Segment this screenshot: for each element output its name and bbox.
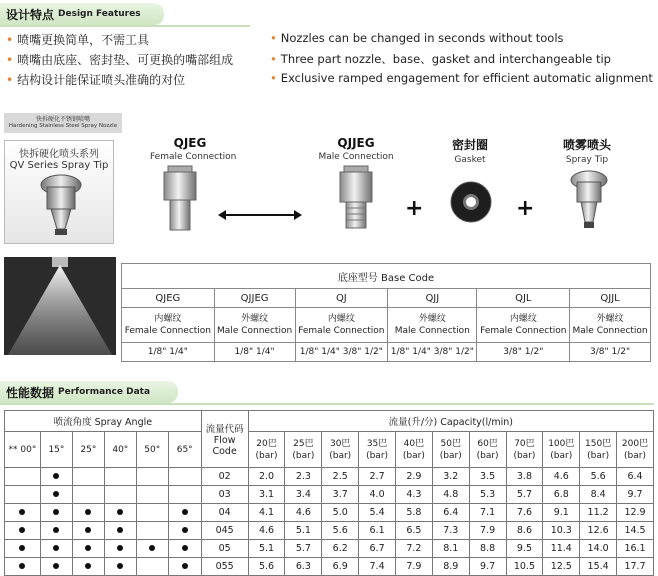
series-small-cn: 快拆硬化不锈钢喷嘴 <box>35 116 90 123</box>
available-dot-icon <box>19 563 25 569</box>
available-dot-icon <box>19 509 25 515</box>
capacity-cell: 5.4 <box>359 504 396 522</box>
flow-code-header: 流量代码 Flow Code <box>201 411 248 468</box>
design-features-header <box>0 3 164 25</box>
series-label-en: QV Series Spray Tip <box>9 160 109 171</box>
available-dot-icon <box>182 563 188 569</box>
spray-tip-image <box>33 173 89 239</box>
performance-title-cn: 性能数据 <box>6 385 55 400</box>
capacity-cell: 2.9 <box>395 468 432 486</box>
angle-mark-cell <box>5 540 41 558</box>
product-code: 密封圈 <box>451 138 488 152</box>
angle-mark-cell <box>5 486 41 504</box>
base-code-cell: QJL <box>477 289 570 308</box>
pressure-header: 25巴 (bar) <box>285 432 322 468</box>
capacity-cell: 5.7 <box>506 486 543 504</box>
angle-mark-cell <box>5 522 41 540</box>
capacity-cell: 6.2 <box>322 540 359 558</box>
angle-mark-cell <box>136 504 168 522</box>
pressure-header: 100巴 (bar) <box>543 432 580 468</box>
plus-icon: + <box>405 196 424 221</box>
available-dot-icon <box>182 545 188 551</box>
angle-mark-cell <box>40 522 72 540</box>
flow-code-cell: 04 <box>201 504 248 522</box>
capacity-cell: 7.9 <box>395 558 432 576</box>
base-code-title: 底座型号 Base Code <box>122 264 651 289</box>
size-cell: 1/8" 1/4" 3/8" 1/2" <box>295 343 388 362</box>
feature-en-1: • Nozzles can be changed in seconds without tools <box>270 31 564 45</box>
capacity-cell: 6.3 <box>285 558 322 576</box>
table-row <box>5 468 654 486</box>
performance-header <box>0 381 178 403</box>
capacity-cell: 5.3 <box>469 486 506 504</box>
available-dot-icon <box>85 563 91 569</box>
angle-mark-cell <box>104 504 136 522</box>
capacity-cell: 4.8 <box>432 486 469 504</box>
feature-cn-2: • 喷嘴由底座、密封垫、可更换的嘴部组成 <box>6 53 234 67</box>
capacity-cell: 9.1 <box>543 504 580 522</box>
capacity-cell: 8.9 <box>432 558 469 576</box>
flow-code-cell: 03 <box>201 486 248 504</box>
angle-mark-cell <box>72 486 104 504</box>
capacity-cell: 4.6 <box>543 468 580 486</box>
capacity-cell: 6.5 <box>395 522 432 540</box>
product-code: QJEG <box>173 136 207 150</box>
capacity-cell: 7.2 <box>395 540 432 558</box>
table-row <box>5 486 654 504</box>
product-desc: Gasket <box>454 155 486 165</box>
capacity-cell: 16.1 <box>617 540 654 558</box>
capacity-cell: 15.4 <box>580 558 617 576</box>
angle-mark-cell <box>136 540 168 558</box>
capacity-cell: 6.8 <box>543 486 580 504</box>
size-cell: 3/8" 1/2" <box>570 343 651 362</box>
base-code-cell: QJJ <box>388 289 477 308</box>
table-row <box>5 540 654 558</box>
angle-header: 65° <box>168 432 201 468</box>
base-code-cell: QJ <box>295 289 388 308</box>
angle-mark-cell <box>40 540 72 558</box>
capacity-cell: 7.3 <box>432 522 469 540</box>
capacity-cell: 4.1 <box>248 504 285 522</box>
product-desc: Spray Tip <box>565 155 609 165</box>
double-arrow-icon <box>218 208 302 222</box>
performance-table <box>4 410 654 576</box>
available-dot-icon <box>53 491 59 497</box>
angle-mark-cell <box>40 468 72 486</box>
available-dot-icon <box>117 509 123 515</box>
available-dot-icon <box>19 527 25 533</box>
product-desc: Female Connection <box>150 152 237 162</box>
angle-mark-cell <box>5 468 41 486</box>
series-small-en: Hardening Stainless Steel Spray Nozzle <box>8 123 118 129</box>
design-features-title-en: Design Features <box>58 9 141 19</box>
capacity-cell: 10.5 <box>506 558 543 576</box>
spray-pattern-image <box>4 257 116 355</box>
base-code-cell: QJEG <box>122 289 215 308</box>
available-dot-icon <box>85 527 91 533</box>
angle-mark-cell <box>104 486 136 504</box>
capacity-cell: 3.5 <box>469 468 506 486</box>
connection-type-cell: 内螺纹 Female Connection <box>477 308 570 343</box>
capacity-cell: 12.6 <box>580 522 617 540</box>
pressure-header: 60巴 (bar) <box>469 432 506 468</box>
capacity-cell: 4.0 <box>359 486 396 504</box>
capacity-cell: 7.9 <box>469 522 506 540</box>
capacity-cell: 6.7 <box>359 540 396 558</box>
capacity-cell: 2.3 <box>285 468 322 486</box>
capacity-cell: 7.6 <box>506 504 543 522</box>
capacity-cell: 5.6 <box>322 522 359 540</box>
feature-cn-1: • 喷嘴更换简单，不需工具 <box>6 33 150 47</box>
capacity-cell: 14.5 <box>617 522 654 540</box>
capacity-cell: 12.9 <box>617 504 654 522</box>
qjjeg-image <box>336 164 376 234</box>
connection-type-cell: 内螺纹 Female Connection <box>295 308 388 343</box>
angle-mark-cell <box>104 468 136 486</box>
angle-mark-cell <box>104 522 136 540</box>
capacity-cell: 5.8 <box>395 504 432 522</box>
angle-mark-cell <box>168 504 201 522</box>
available-dot-icon <box>117 527 123 533</box>
capacity-cell: 6.4 <box>617 468 654 486</box>
capacity-cell: 9.7 <box>469 558 506 576</box>
capacity-cell: 5.1 <box>285 522 322 540</box>
connection-type-cell: 外螺纹 Male Connection <box>570 308 651 343</box>
feature-en-2: • Three part nozzle、base、gasket and interchangeable tip <box>270 52 611 66</box>
pressure-header: 40巴 (bar) <box>395 432 432 468</box>
available-dot-icon <box>53 509 59 515</box>
feature-cn-3: • 结构设计能保证喷头准确的对位 <box>6 73 186 87</box>
available-dot-icon <box>53 473 59 479</box>
capacity-cell: 3.2 <box>432 468 469 486</box>
angle-mark-cell <box>72 540 104 558</box>
angle-mark-cell <box>136 522 168 540</box>
connection-type-cell: 外螺纹 Male Connection <box>214 308 295 343</box>
angle-header: 50° <box>136 432 168 468</box>
capacity-cell: 5.6 <box>248 558 285 576</box>
capacity-cell: 11.4 <box>543 540 580 558</box>
capacity-cell: 9.5 <box>506 540 543 558</box>
capacity-cell: 2.5 <box>322 468 359 486</box>
size-cell: 1/8" 1/4" <box>122 343 215 362</box>
capacity-cell: 5.0 <box>322 504 359 522</box>
capacity-cell: 9.7 <box>617 486 654 504</box>
angle-mark-cell <box>104 540 136 558</box>
available-dot-icon <box>53 563 59 569</box>
pressure-header: 35巴 (bar) <box>359 432 396 468</box>
angle-header: 40° <box>104 432 136 468</box>
pressure-header: 20巴 (bar) <box>248 432 285 468</box>
capacity-cell: 14.0 <box>580 540 617 558</box>
available-dot-icon <box>149 545 155 551</box>
pressure-header: 70巴 (bar) <box>506 432 543 468</box>
base-code-table <box>121 263 651 362</box>
capacity-cell: 6.9 <box>322 558 359 576</box>
product-gasket <box>430 136 510 165</box>
capacity-cell: 5.1 <box>248 540 285 558</box>
connection-type-cell: 内螺纹 Female Connection <box>122 308 215 343</box>
table-row <box>5 504 654 522</box>
capacity-cell: 4.3 <box>395 486 432 504</box>
product-qjeg <box>150 136 237 162</box>
angle-mark-cell <box>136 558 168 576</box>
product-desc: Male Connection <box>318 152 394 162</box>
capacity-header: 流量(升/分) Capacity(l/min) <box>248 411 653 432</box>
qjeg-image <box>160 164 200 234</box>
series-banner <box>4 113 122 133</box>
pressure-header: 50巴 (bar) <box>432 432 469 468</box>
size-cell: 1/8" 1/4" 3/8" 1/2" <box>388 343 477 362</box>
capacity-cell: 6.4 <box>432 504 469 522</box>
available-dot-icon <box>19 545 25 551</box>
available-dot-icon <box>117 563 123 569</box>
size-cell: 1/8" 1/4" <box>214 343 295 362</box>
design-features-title-cn: 设计特点 <box>6 7 55 22</box>
capacity-cell: 5.6 <box>580 468 617 486</box>
available-dot-icon <box>182 527 188 533</box>
capacity-cell: 7.4 <box>359 558 396 576</box>
capacity-cell: 12.5 <box>543 558 580 576</box>
angle-mark-cell <box>72 522 104 540</box>
spray-tip-image <box>567 168 611 234</box>
capacity-cell: 10.3 <box>543 522 580 540</box>
product-code: QJJEG <box>337 136 375 150</box>
available-dot-icon <box>53 527 59 533</box>
capacity-cell: 8.1 <box>432 540 469 558</box>
header-divider <box>0 403 654 405</box>
flow-code-cell: 02 <box>201 468 248 486</box>
connection-type-cell: 外螺纹 Male Connection <box>388 308 477 343</box>
pressure-header: 150巴 (bar) <box>580 432 617 468</box>
available-dot-icon <box>53 545 59 551</box>
angle-header: 15° <box>40 432 72 468</box>
available-dot-icon <box>85 545 91 551</box>
capacity-cell: 4.6 <box>285 504 322 522</box>
angle-mark-cell <box>168 486 201 504</box>
available-dot-icon <box>85 509 91 515</box>
angle-mark-cell <box>40 486 72 504</box>
performance-title-en: Performance Data <box>58 387 151 397</box>
angle-mark-cell <box>40 558 72 576</box>
angle-mark-cell <box>136 486 168 504</box>
angle-mark-cell <box>40 504 72 522</box>
capacity-cell: 2.0 <box>248 468 285 486</box>
base-code-cell: QJJEG <box>214 289 295 308</box>
angle-mark-cell <box>104 558 136 576</box>
angle-mark-cell <box>168 522 201 540</box>
table-row <box>5 558 654 576</box>
series-box <box>4 140 114 244</box>
angle-header: ** 00° <box>5 432 41 468</box>
base-code-cell: QJJL <box>570 289 651 308</box>
capacity-cell: 17.7 <box>617 558 654 576</box>
pressure-header: 200巴 (bar) <box>617 432 654 468</box>
table-row <box>5 522 654 540</box>
spray-angle-header: 喷流角度 Spray Angle <box>5 411 202 432</box>
angle-mark-cell <box>168 558 201 576</box>
angle-mark-cell <box>5 504 41 522</box>
product-code: 喷雾喷头 <box>562 138 611 152</box>
product-qjjeg <box>316 136 396 162</box>
product-spray-tip <box>547 136 627 165</box>
series-label-cn: 快拆硬化喷头系列 <box>19 149 99 160</box>
capacity-cell: 8.8 <box>469 540 506 558</box>
size-cell: 3/8" 1/2" <box>477 343 570 362</box>
flow-code-cell: 055 <box>201 558 248 576</box>
capacity-cell: 3.4 <box>285 486 322 504</box>
capacity-cell: 2.7 <box>359 468 396 486</box>
capacity-cell: 6.1 <box>359 522 396 540</box>
plus-icon: + <box>516 196 535 221</box>
flow-code-cell: 045 <box>201 522 248 540</box>
angle-mark-cell <box>168 540 201 558</box>
angle-mark-cell <box>72 504 104 522</box>
available-dot-icon <box>182 509 188 515</box>
capacity-cell: 8.6 <box>506 522 543 540</box>
gasket-image <box>449 180 493 224</box>
capacity-cell: 3.8 <box>506 468 543 486</box>
capacity-cell: 7.1 <box>469 504 506 522</box>
pressure-header: 30巴 (bar) <box>322 432 359 468</box>
header-divider <box>0 25 250 27</box>
capacity-cell: 3.1 <box>248 486 285 504</box>
available-dot-icon <box>117 545 123 551</box>
angle-header: 25° <box>72 432 104 468</box>
capacity-cell: 11.2 <box>580 504 617 522</box>
capacity-cell: 5.7 <box>285 540 322 558</box>
capacity-cell: 8.4 <box>580 486 617 504</box>
angle-mark-cell <box>168 468 201 486</box>
capacity-cell: 4.6 <box>248 522 285 540</box>
feature-en-3: • Exclusive ramped engagement for efficient automatic alignment <box>270 71 653 85</box>
angle-mark-cell <box>5 558 41 576</box>
angle-mark-cell <box>72 558 104 576</box>
angle-mark-cell <box>136 468 168 486</box>
capacity-cell: 3.7 <box>322 486 359 504</box>
flow-code-cell: 05 <box>201 540 248 558</box>
angle-mark-cell <box>72 468 104 486</box>
